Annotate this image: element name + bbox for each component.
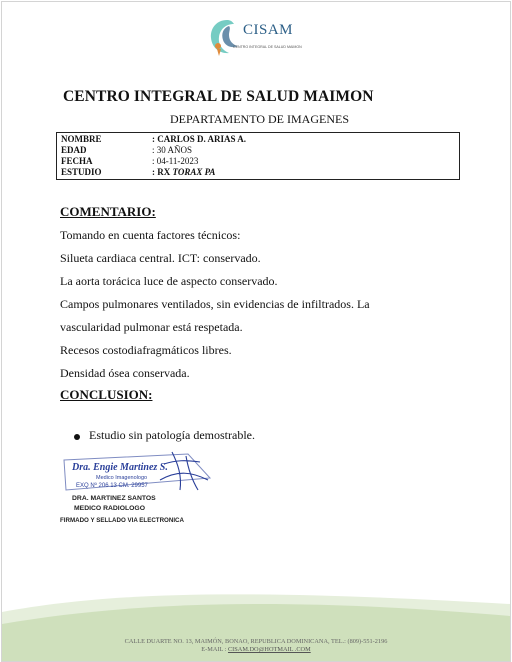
signature-stamp [60,450,220,494]
logo-emblem-icon [207,16,247,58]
report-page [1,1,511,662]
comment-line: Campos pulmonares ventilados, sin evidencias de infiltrados. La [60,297,370,311]
document-title: CENTRO INTEGRAL DE SALUD MAIMON [63,88,374,105]
name-label: NOMBRE [61,134,102,144]
signature-note: FIRMADO Y SELLADO VIA ELECTRONICA [60,517,184,524]
logo-tagline: CENTRO INTEGRAL DE SALUD MAIMON [233,45,302,49]
study-value [152,167,215,178]
date-label: FECHA [61,156,93,166]
stamp-exq: EXQ Nº 206 13 CM. 29957 [76,483,148,489]
comment-heading: COMENTARIO: [60,204,156,219]
comment-line: Tomando en cuenta factores técnicos: [60,228,241,242]
department-name: DEPARTAMENTO DE IMAGENES [170,112,349,126]
footer-address: CALLE DUARTE NO. 13, MAIMÓN, BONAO, REPUBLICA DOMINICANA, TEL.: (809)-551-2196 [124,638,388,645]
patient-info-box [56,132,460,180]
clinic-logo [207,16,319,58]
name-value: : CARLOS D. ARIAS A. [152,134,247,144]
study-label: ESTUDIO [61,167,102,177]
footer-email-label: E-MAIL : [201,646,228,653]
doctor-name: DRA. MARTINEZ SANTOS [72,495,156,502]
age-label: EDAD [61,145,87,155]
footer-email-link[interactable]: CISAM.DO@HOTMAIL .COM [227,646,311,653]
signature-block [60,450,220,532]
study-prefix: : RX [152,167,173,177]
stamp-name: Dra. Engie Martinez S. [72,462,168,473]
date-value: : 04-11-2023 [152,156,199,166]
comment-line: vascularidad pulmonar está respetada. [60,320,243,334]
bullet-icon [74,434,80,440]
comment-line: Silueta cardiaca central. ICT: conservado. [60,251,261,265]
age-value: : 30 AÑOS [152,145,193,155]
doctor-title: MEDICO RADIOLOGO [74,505,145,512]
stamp-role: Medico Imagenologo [96,475,148,481]
footer-email-line [2,646,510,653]
study-name: TORAX PA [172,167,216,177]
conclusion-heading: CONCLUSION: [60,387,153,402]
comment-line: La aorta torácica luce de aspecto conservado. [60,274,278,288]
comment-line: Recesos costodiafragmáticos libres. [60,343,232,357]
comment-line: Densidad ósea conservada. [60,366,190,380]
logo-wordmark: CISAM [243,22,294,38]
conclusion-item: Estudio sin patología demostrable. [89,428,255,442]
